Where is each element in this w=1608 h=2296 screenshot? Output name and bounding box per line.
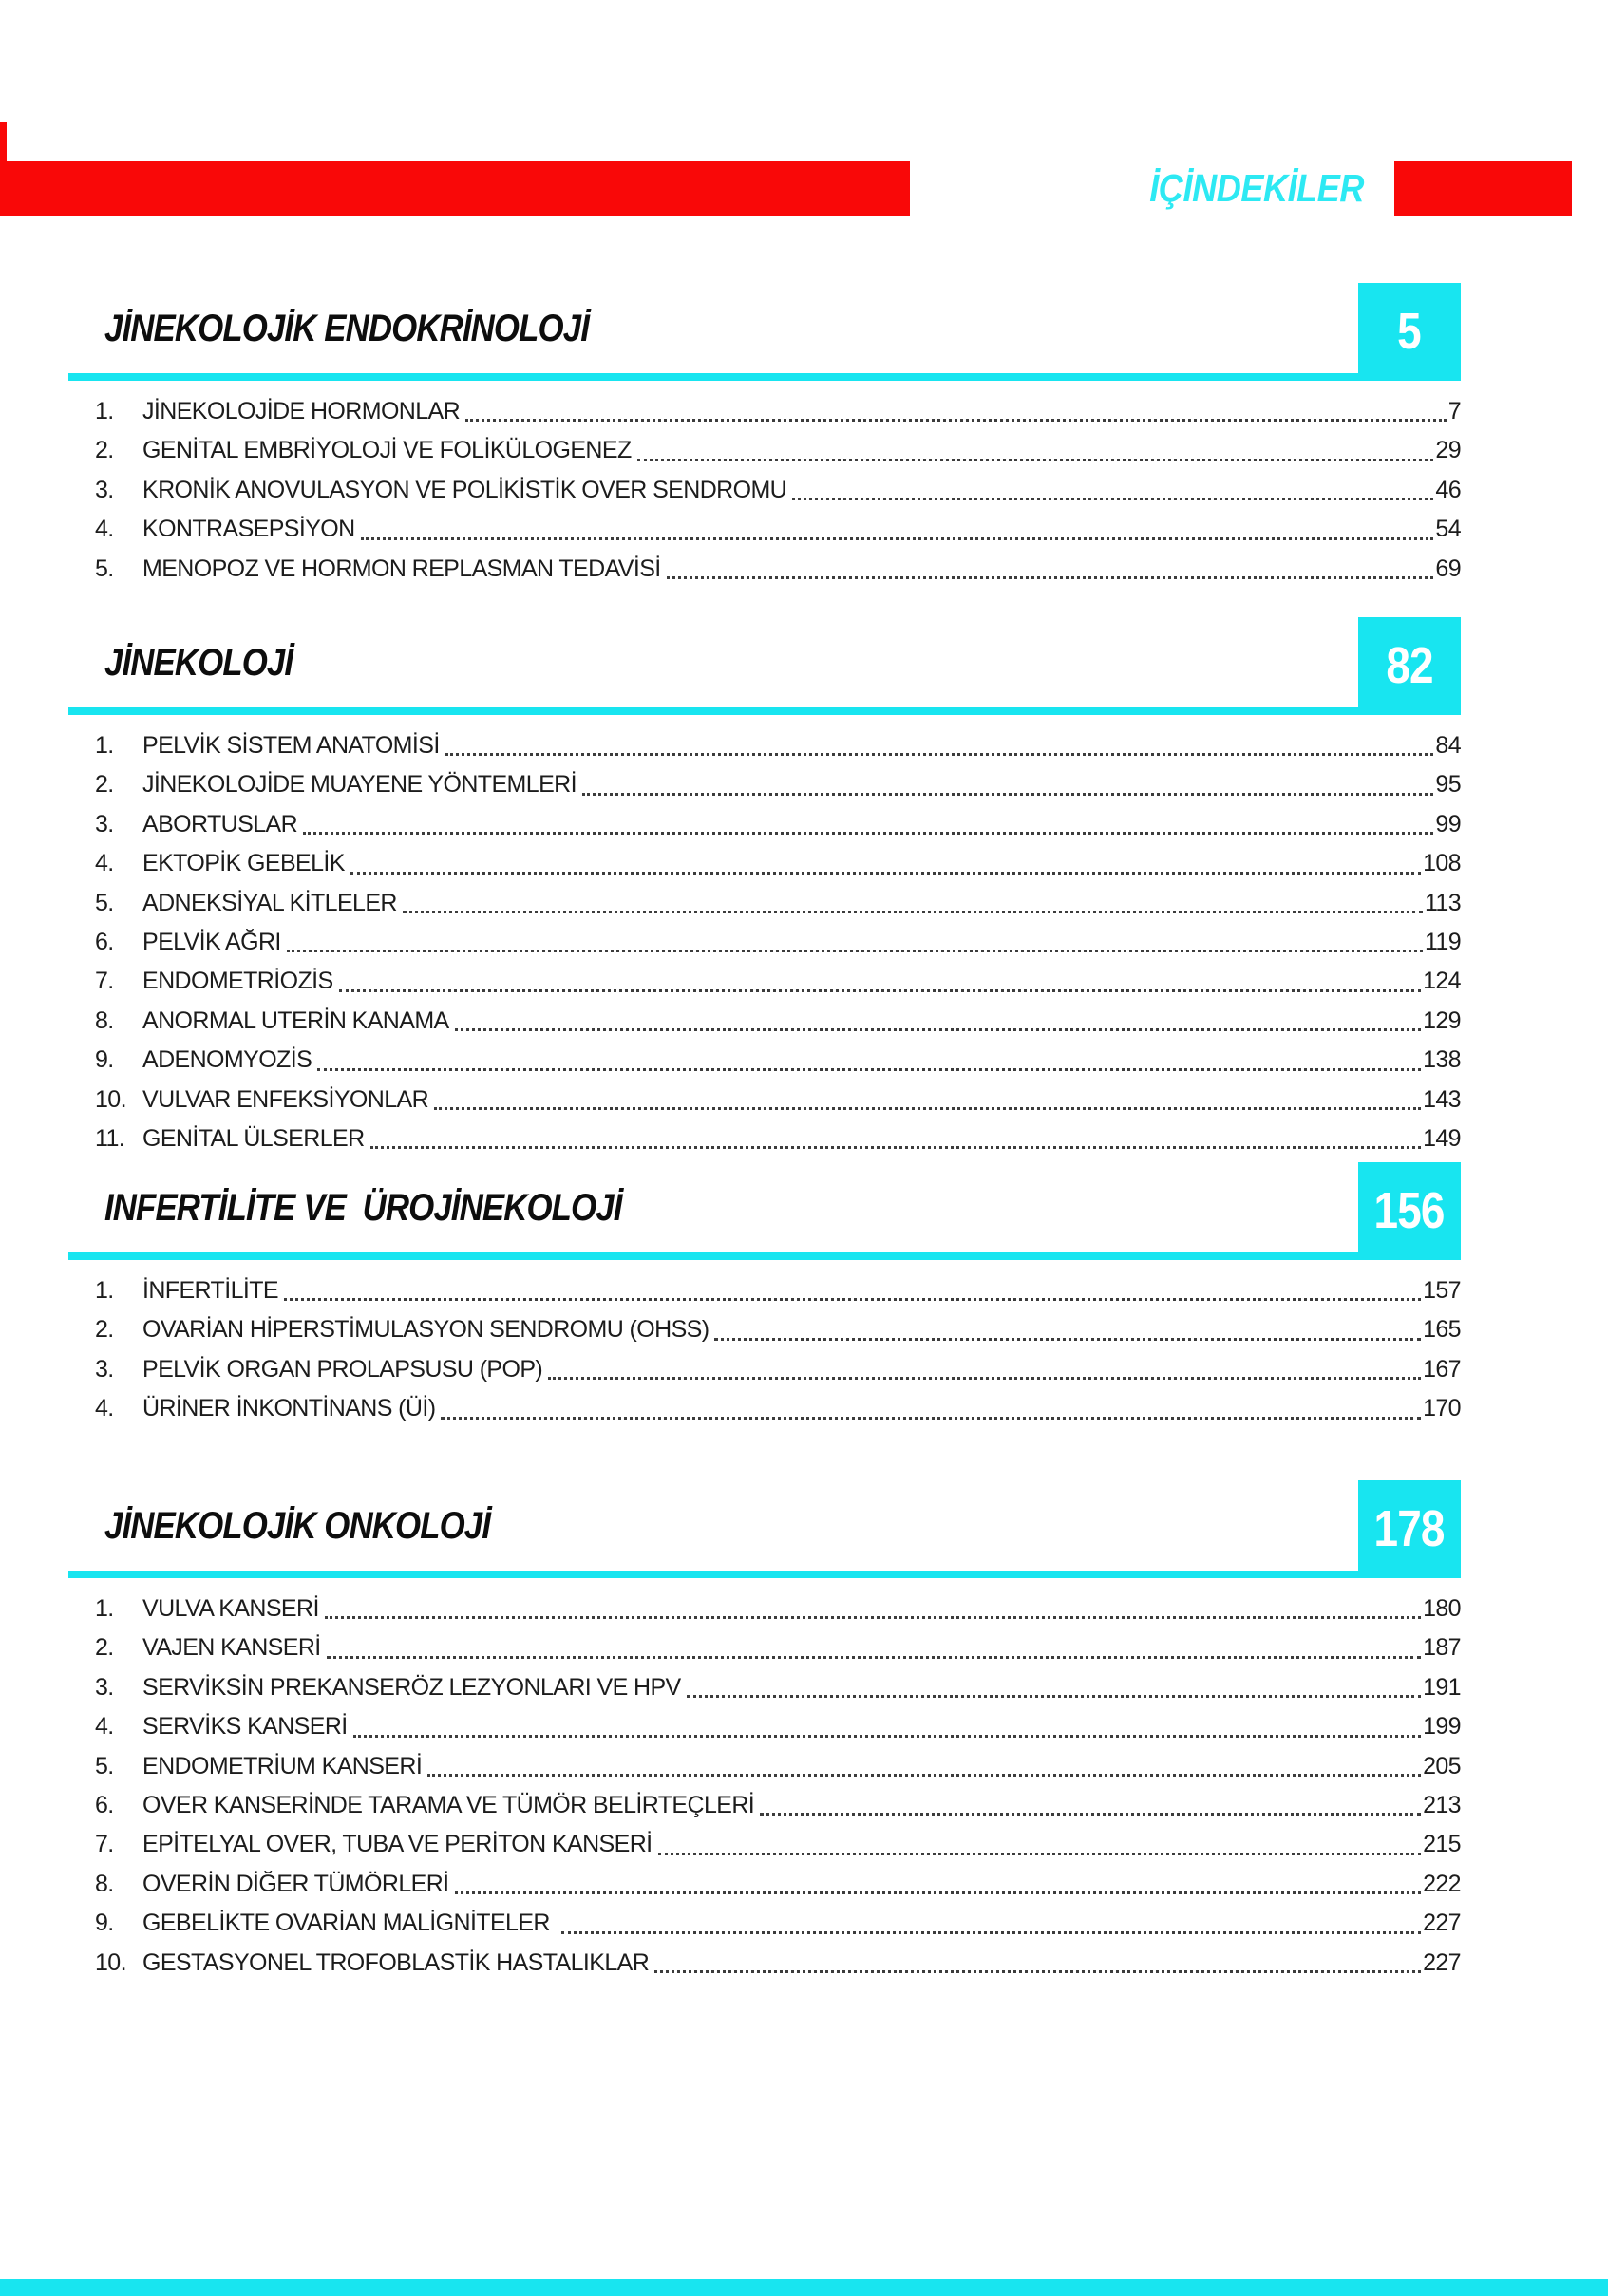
entry-page-number: 199 [1423, 1713, 1461, 1741]
toc-entry [95, 1904, 1461, 1943]
toc-entry [95, 1628, 1461, 1667]
entry-title: ADNEKSİYAL KİTLELER [142, 889, 397, 916]
toc-entry [95, 1271, 1461, 1310]
entry-page-number: 84 [1435, 732, 1461, 759]
entry-page-number: 119 [1424, 928, 1461, 955]
section-entries [95, 1271, 1461, 1429]
entry-title: ABORTUSLAR [142, 810, 298, 837]
entry-page-number: 191 [1423, 1673, 1461, 1701]
entry-number: 3. [95, 810, 114, 837]
section-page-badge [1358, 1162, 1461, 1260]
entry-page-number: 170 [1423, 1395, 1461, 1422]
entry-title: SERVİKSİN PREKANSERÖZ LEZYONLARI VE HPV [142, 1673, 681, 1701]
left-edge-red-mark [0, 122, 7, 165]
toc-entry [95, 1668, 1461, 1707]
entry-page-number: 205 [1423, 1752, 1461, 1779]
dotted-leader [361, 537, 1434, 540]
entry-number: 3. [95, 1673, 114, 1701]
entry-title: ANORMAL UTERİN KANAMA [142, 1007, 449, 1034]
dotted-leader [792, 498, 1433, 500]
section-entries [95, 392, 1461, 589]
dotted-leader [317, 1068, 1421, 1071]
entry-page-number: 143 [1423, 1085, 1461, 1113]
dotted-leader [654, 1970, 1421, 1973]
section-rule [68, 1252, 1461, 1260]
entry-page-number: 29 [1435, 437, 1461, 464]
entry-title: KONTRASEPSİYON [142, 516, 355, 543]
toc-entry [95, 884, 1461, 923]
dotted-leader [303, 832, 1433, 835]
entry-page-number: 129 [1423, 1007, 1461, 1034]
entry-page-number: 227 [1423, 1948, 1461, 1976]
entry-page-number: 124 [1423, 968, 1461, 995]
entry-title: ADENOMYOZİS [142, 1046, 312, 1074]
toc-entry [95, 1825, 1461, 1864]
entry-number: 8. [95, 1007, 114, 1034]
section-page-badge [1358, 1480, 1461, 1578]
entry-number: 8. [95, 1870, 114, 1897]
entry-page-number: 95 [1435, 771, 1461, 799]
section-title: JİNEKOLOJİ [104, 642, 293, 684]
footer-cyan-bar [0, 2279, 1608, 2296]
dotted-leader [427, 1774, 1421, 1777]
header-red-box [1394, 161, 1572, 216]
toc-entry [95, 1120, 1461, 1158]
section-page-badge [1358, 283, 1461, 381]
entry-number: 2. [95, 1316, 114, 1344]
dotted-leader [465, 419, 1447, 422]
entry-title: SERVİKS KANSERİ [142, 1713, 348, 1741]
entry-page-number: 187 [1423, 1634, 1461, 1662]
entry-title: PELVİK ORGAN PROLAPSUSU (POP) [142, 1355, 543, 1383]
toc-entry [95, 1707, 1461, 1746]
entry-title: GEBELİKTE OVARİAN MALİGNİTELER [142, 1910, 557, 1937]
dotted-leader [658, 1853, 1422, 1855]
entry-page-number: 69 [1435, 555, 1461, 582]
dotted-leader [284, 1298, 1421, 1301]
entry-number: 1. [95, 732, 114, 759]
toc-entry [95, 726, 1461, 765]
toc-entry [95, 844, 1461, 883]
section-rule [68, 1571, 1461, 1578]
entry-page-number: 99 [1435, 810, 1461, 837]
toc-entry [95, 1310, 1461, 1349]
entry-title: OVERİN DİĞER TÜMÖRLERİ [142, 1870, 449, 1897]
entry-page-number: 46 [1435, 476, 1461, 503]
section-entries [95, 726, 1461, 1158]
toc-entry [95, 1786, 1461, 1825]
entry-number: 5. [95, 889, 114, 916]
section-title: INFERTİLİTE VE ÜROJİNEKOLOJİ [104, 1187, 622, 1229]
toc-entry [95, 1747, 1461, 1786]
entry-title: GENİTAL ÜLSERLER [142, 1124, 365, 1152]
dotted-leader [339, 989, 1422, 992]
toc-entry [95, 805, 1461, 844]
section-rule [68, 707, 1461, 715]
entry-number: 2. [95, 437, 114, 464]
toc-entry [95, 1389, 1461, 1428]
header-red-bar [0, 161, 910, 216]
entry-number: 10. [95, 1085, 126, 1113]
entry-page-number: 138 [1423, 1046, 1461, 1074]
section-page-number: 5 [1397, 303, 1422, 360]
section-entries [95, 1590, 1461, 1983]
dotted-leader [370, 1146, 1422, 1149]
entry-page-number: 7 [1447, 398, 1461, 424]
entry-title: ENDOMETRİUM KANSERİ [142, 1752, 423, 1779]
entry-title: PELVİK AĞRI [142, 928, 281, 955]
dotted-leader [714, 1338, 1421, 1341]
toc-entry [95, 1081, 1461, 1120]
section-rule [68, 373, 1461, 381]
section-page-badge [1358, 617, 1461, 715]
entry-page-number: 149 [1423, 1124, 1461, 1152]
entry-number: 3. [95, 476, 114, 503]
entry-page-number: 180 [1423, 1595, 1461, 1622]
dotted-leader [455, 1028, 1421, 1031]
section-title: JİNEKOLOJİK ONKOLOJİ [104, 1505, 491, 1547]
entry-title: OVARİAN HİPERSTİMULASYON SENDROMU (OHSS) [142, 1316, 709, 1344]
dotted-leader [667, 576, 1434, 579]
entry-number: 5. [95, 1752, 114, 1779]
section-title: JİNEKOLOJİK ENDOKRİNOLOJİ [104, 308, 589, 349]
dotted-leader [403, 911, 1423, 913]
entry-title: MENOPOZ VE HORMON REPLASMAN TEDAVİSİ [142, 555, 661, 582]
entry-number: 6. [95, 928, 114, 955]
entry-number: 3. [95, 1355, 114, 1383]
section-page-number: 156 [1373, 1182, 1446, 1239]
entry-number: 6. [95, 1791, 114, 1818]
entry-number: 9. [95, 1910, 114, 1937]
entry-number: 7. [95, 968, 114, 995]
entry-number: 4. [95, 1395, 114, 1422]
entry-title: GENİTAL EMBRİYOLOJİ VE FOLİKÜLOGENEZ [142, 437, 632, 464]
entry-number: 10. [95, 1948, 126, 1976]
entry-title: ENDOMETRİOZİS [142, 968, 333, 995]
toc-entry [95, 765, 1461, 804]
toc-entry [95, 471, 1461, 510]
dotted-leader [441, 1417, 1421, 1420]
entry-number: 5. [95, 555, 114, 582]
toc-entry [95, 1590, 1461, 1628]
entry-title: JİNEKOLOJİDE MUAYENE YÖNTEMLERİ [142, 771, 577, 799]
entry-number: 2. [95, 771, 114, 799]
entry-number: 9. [95, 1046, 114, 1074]
entry-page-number: 167 [1423, 1355, 1461, 1383]
entry-title: VAJEN KANSERİ [142, 1634, 321, 1662]
dotted-leader [434, 1107, 1421, 1110]
entry-title: VULVAR ENFEKSİYONLAR [142, 1085, 429, 1113]
entry-title: ÜRİNER İNKONTİNANS (Üİ) [142, 1395, 436, 1422]
toc-entry [95, 962, 1461, 1001]
dotted-leader [582, 793, 1433, 796]
toc-entry [95, 923, 1461, 962]
toc-entry [95, 1002, 1461, 1041]
entry-number: 1. [95, 1277, 114, 1304]
entry-page-number: 108 [1423, 850, 1461, 877]
entry-number: 2. [95, 1634, 114, 1662]
toc-entry [95, 550, 1461, 589]
dotted-leader [353, 1735, 1421, 1738]
section-page-number: 178 [1373, 1500, 1446, 1557]
entry-number: 4. [95, 850, 114, 877]
dotted-leader [548, 1377, 1421, 1380]
entry-page-number: 222 [1423, 1870, 1461, 1897]
dotted-leader [687, 1695, 1421, 1698]
dotted-leader [455, 1891, 1422, 1894]
entry-number: 4. [95, 516, 114, 543]
dotted-leader [760, 1813, 1421, 1816]
toc-entry [95, 1944, 1461, 1983]
entry-number: 4. [95, 1713, 114, 1741]
toc-entry [95, 1041, 1461, 1080]
entry-title: EKTOPİK GEBELİK [142, 850, 345, 877]
toc-entry [95, 392, 1461, 431]
dotted-leader [287, 950, 1423, 952]
entry-title: EPİTELYAL OVER, TUBA VE PERİTON KANSERİ [142, 1831, 653, 1858]
entry-number: 1. [95, 398, 114, 424]
entry-page-number: 113 [1424, 889, 1461, 916]
entry-number: 7. [95, 1831, 114, 1858]
dotted-leader [327, 1656, 1421, 1659]
dotted-leader [325, 1616, 1421, 1619]
entry-page-number: 157 [1423, 1277, 1461, 1304]
entry-page-number: 215 [1423, 1831, 1461, 1858]
section-page-number: 82 [1386, 637, 1433, 694]
dotted-leader [561, 1931, 1421, 1934]
entry-page-number: 54 [1435, 516, 1461, 543]
entry-title: PELVİK SİSTEM ANATOMİSİ [142, 732, 440, 759]
entry-page-number: 165 [1423, 1316, 1461, 1344]
toc-entry [95, 431, 1461, 470]
toc-entry [95, 1350, 1461, 1389]
entry-title: KRONİK ANOVULASYON VE POLİKİSTİK OVER SENDROMU [142, 476, 787, 503]
dotted-leader [350, 872, 1421, 875]
entry-title: OVER KANSERİNDE TARAMA VE TÜMÖR BELİRTEÇLERİ [142, 1791, 755, 1818]
entry-title: İNFERTİLİTE [142, 1277, 278, 1304]
entry-page-number: 213 [1423, 1791, 1461, 1818]
entry-title: GESTASYONEL TROFOBLASTİK HASTALIKLAR [142, 1948, 650, 1976]
entry-page-number: 227 [1423, 1910, 1461, 1937]
entry-title: VULVA KANSERİ [142, 1595, 319, 1622]
dotted-leader [637, 459, 1434, 461]
entry-number: 11. [95, 1124, 125, 1152]
toc-entry [95, 510, 1461, 549]
page-title: İÇİNDEKİLER [1149, 166, 1364, 210]
entry-number: 1. [95, 1595, 114, 1622]
entry-title: JİNEKOLOJİDE HORMONLAR [142, 398, 461, 424]
toc-entry [95, 1865, 1461, 1904]
dotted-leader [445, 753, 1434, 756]
